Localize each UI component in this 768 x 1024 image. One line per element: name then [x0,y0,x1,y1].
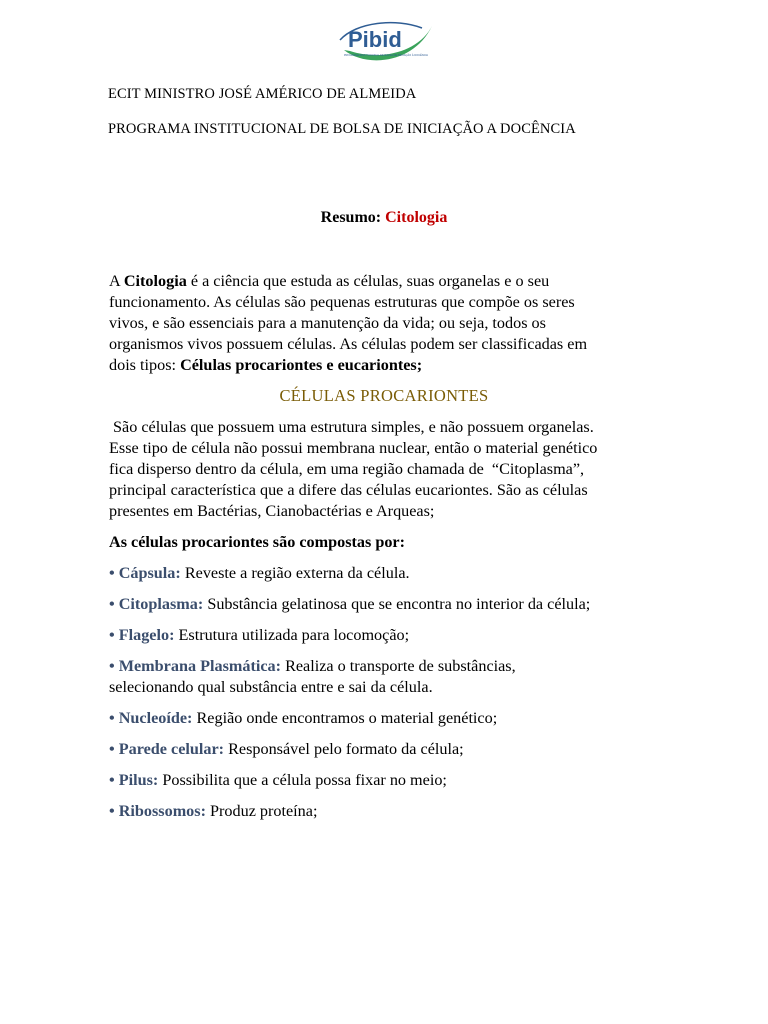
pibid-logo-graphic [336,20,436,66]
bullet-icon: • [109,709,115,727]
item-term: Parede celular: [118,740,225,758]
intro-paragraph [109,271,669,376]
item-term: Pilus: [118,771,159,789]
paragraph-line: Esse tipo de célula não possui membrana nuclear, então o material genético [109,439,598,457]
list-item [109,770,669,791]
components-list [109,563,669,832]
intro-line: funcionamento. As células são pequenas estruturas que compõe os seres [109,293,575,311]
bullet-icon: • [109,657,115,675]
title-label: Resumo: [320,209,382,226]
bullet-icon: • [109,595,115,613]
paragraph-line: principal característica que a difere das células eucariontes. São as células [109,481,588,499]
intro-line: vivos, e são essenciais para a manutenção da vida; ou seja, todos os [109,314,546,332]
bullet-icon: • [109,771,115,789]
item-desc: Responsável pelo formato da célula; [224,740,464,758]
intro-term: Citologia [123,272,187,290]
procariontes-paragraph [109,417,669,522]
item-desc-cont: selecionando qual substância entre e sai da célula. [109,678,433,696]
bullet-icon: • [109,740,115,758]
intro-line: dois tipos: Células procariontes e eucariontes; [109,356,423,374]
list-title: As células procariontes são compostas por: [109,533,406,551]
bullet-icon: • [109,802,115,820]
school-name: ECIT MINISTRO JOSÉ AMÉRICO DE ALMEIDA [108,86,417,102]
pibid-logo [336,20,436,66]
list-item [109,656,669,698]
item-term: Ribossomos: [118,802,206,820]
item-desc: Realiza o transporte de substâncias, [281,657,516,675]
bullet-icon: • [109,564,115,582]
logo-tagline: PROGRAMA INSTITUCIONAL DE BOLSA DE INICIAÇÃO À DOCÊNCIA [343,54,429,57]
paragraph-line: presentes em Bactérias, Cianobactérias e Arqueas; [109,502,435,520]
list-item [109,594,669,615]
item-desc: Possibilita que a célula possa fixar no meio; [158,771,447,789]
list-item [109,708,669,729]
item-term: Cápsula: [118,564,181,582]
intro-line: organismos vivos possuem células. As células podem ser classificadas em [109,335,588,353]
paragraph-line: São células que possuem uma estrutura simples, e não possuem organelas. [109,418,594,436]
title-subject: Citologia [385,209,448,226]
item-desc: Produz proteína; [205,802,318,820]
section-heading: CÉLULAS PROCARIONTES [279,386,489,405]
intro-line: A Citologia é a ciência que estuda as células, suas organelas e o seu [109,272,550,290]
item-term: Citoplasma: [118,595,204,613]
list-item [109,563,669,584]
bullet-icon: • [109,626,115,644]
item-desc: Estrutura utilizada para locomoção; [174,626,410,644]
paragraph-line: fica disperso dentro da célula, em uma região chamada de “Citoplasma”, [109,460,585,478]
item-desc: Substância gelatinosa que se encontra no interior da célula; [203,595,591,613]
intro-types: Células procariontes e eucariontes; [180,356,423,374]
list-item [109,801,669,822]
item-desc: Região onde encontramos o material genético; [192,709,498,727]
page-title [0,209,768,227]
item-term: Flagelo: [118,626,175,644]
item-term: Membrana Plasmática: [118,657,282,675]
program-name: PROGRAMA INSTITUCIONAL DE BOLSA DE INICIAÇÃO A DOCÊNCIA [108,121,576,137]
list-item [109,739,669,760]
list-item [109,625,669,646]
item-desc: Reveste a região externa da célula. [180,564,410,582]
logo-wordmark: Pibid [348,27,402,52]
item-term: Nucleoíde: [118,709,193,727]
